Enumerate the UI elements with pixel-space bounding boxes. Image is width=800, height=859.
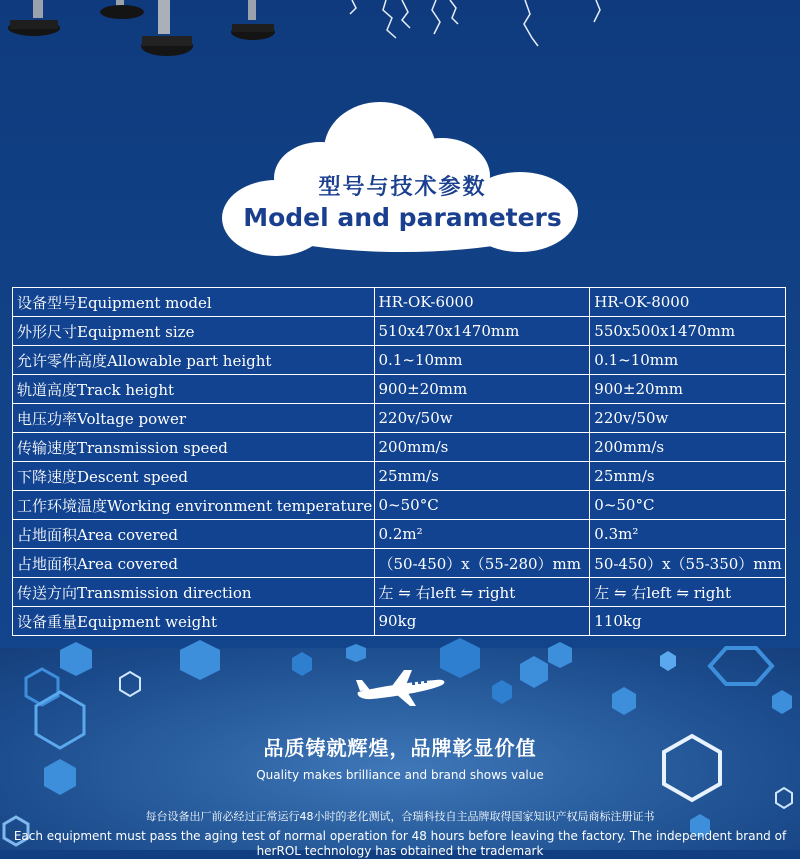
model-b-value: 900±20mm [590,375,786,404]
section-title-en: Model and parameters [243,203,562,232]
model-b-value: 25mm/s [590,462,786,491]
row-label: 设备型号Equipment model [13,288,375,317]
model-a-value: 左 ⇋ 右left ⇋ right [374,578,590,607]
model-b-value: 50-450）x（55-350）mm [590,549,786,578]
lightning-graphic [350,0,600,46]
row-label: 传送方向Transmission direction [13,578,375,607]
table-row [13,607,786,636]
description-cn: 每台设备出厂前必经过正常运行48小时的老化测试，合瑞科技自主品牌取得国家知识产权局商标注册证书 [145,810,655,823]
parameters-table [12,287,786,636]
model-a-value: HR-OK-6000 [374,288,590,317]
slogan-cn: 品质铸就辉煌，品牌彰显价值 [263,736,537,760]
table-row [13,317,786,346]
description-en: Each equipment must pass the aging test of normal operation for 48 hours before leaving the factory. The independent brand of herROL technology has obtained the trademark [13,829,787,858]
leveling-foot-image [100,0,144,19]
airplane-icon [352,668,448,708]
model-a-value: 0.2m² [374,520,590,549]
section-heading-cloud [220,100,585,260]
model-a-value: 25mm/s [374,462,590,491]
table-row [13,520,786,549]
model-b-value: HR-OK-8000 [590,288,786,317]
model-b-value: 110kg [590,607,786,636]
model-b-value: 0~50°C [590,491,786,520]
top-product-strip [0,0,800,60]
table-row [13,491,786,520]
model-b-value: 0.3m² [590,520,786,549]
model-a-value: 220v/50w [374,404,590,433]
model-b-value: 220v/50w [590,404,786,433]
row-label: 允许零件高度Allowable part height [13,346,375,375]
table-row [13,375,786,404]
quality-banner [0,648,800,858]
slogan-en: Quality makes brilliance and brand shows value [256,768,544,782]
table-row [13,578,786,607]
model-a-value: 900±20mm [374,375,590,404]
table-row [13,433,786,462]
row-label: 轨道高度Track height [13,375,375,404]
row-label: 电压功率Voltage power [13,404,375,433]
model-b-value: 200mm/s [590,433,786,462]
row-label: 传输速度Transmission speed [13,433,375,462]
table-row [13,288,786,317]
row-label: 外形尺寸Equipment size [13,317,375,346]
row-label: 工作环境温度Working environment temperature [13,491,375,520]
table-row [13,549,786,578]
row-label: 下降速度Descent speed [13,462,375,491]
row-label: 设备重量Equipment weight [13,607,375,636]
model-b-value: 0.1~10mm [590,346,786,375]
leveling-foot-image [141,0,193,56]
model-b-value: 550x500x1470mm [590,317,786,346]
model-a-value: 0~50°C [374,491,590,520]
model-a-value: 90kg [374,607,590,636]
model-b-value: 左 ⇋ 右left ⇋ right [590,578,786,607]
table-row [13,462,786,491]
section-title-cn: 型号与技术参数 [318,175,487,200]
table-row [13,346,786,375]
row-label: 占地面积Area covered [13,520,375,549]
table-row [13,404,786,433]
model-a-value: 0.1~10mm [374,346,590,375]
model-a-value: 200mm/s [374,433,590,462]
leveling-foot-image [8,0,60,36]
model-a-value: 510x470x1470mm [374,317,590,346]
model-a-value: （50-450）x（55-280）mm [374,549,590,578]
leveling-foot-image [231,0,275,40]
row-label: 占地面积Area covered [13,549,375,578]
